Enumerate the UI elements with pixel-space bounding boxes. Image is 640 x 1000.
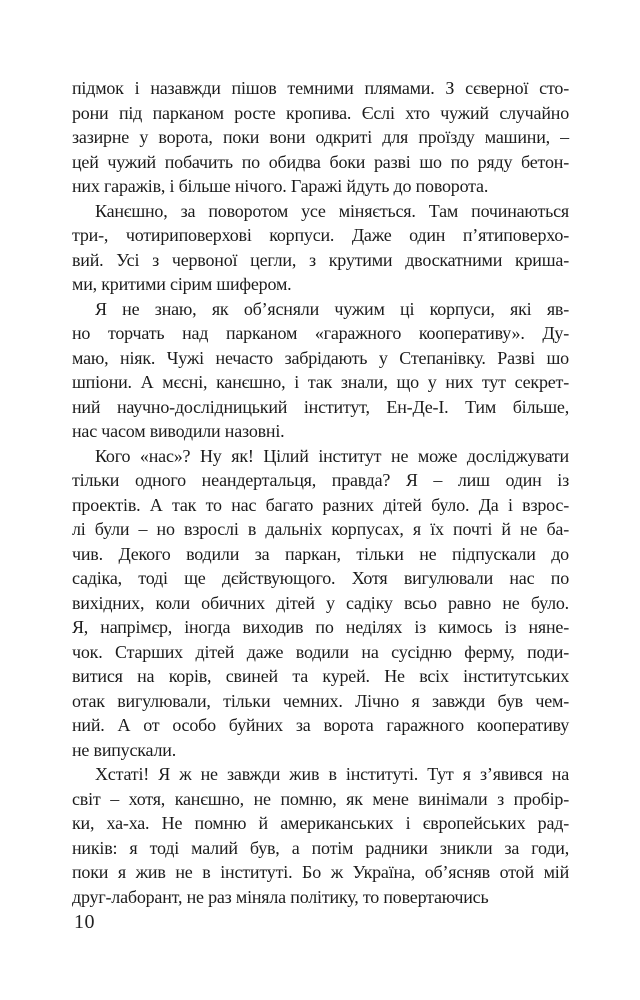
text-line: маю, ніяк. Чужі нечасто забрідають у Степанівку. Разві шо — [72, 347, 569, 368]
text-line: чив. Декого водили за паркан, тільки не підпускали до — [72, 543, 569, 564]
text-line: Я, напрімєр, іногда виходив по неділях із кимось із няне- — [72, 617, 569, 637]
text-line: цей чужий побачить по обидва боки разві шо по ряду бетон- — [72, 151, 569, 172]
text-line: три-, чотириповерхові корпуси. Даже один п’ятиповерхо- — [72, 225, 569, 245]
page-number: 10 — [74, 911, 95, 933]
text-line: поки я жив не в інституті. Бо ж Україна, об’ясняв отой мій — [72, 862, 569, 882]
text-line: друг-лаборант, не раз міняла політику, то повертаючись — [72, 886, 489, 907]
text-line: рони під парканом росте кропива. Єслі хто чужий случайно — [72, 102, 569, 123]
text-line: садіка, тоді ще дєйствующого. Хотя вигулювали нас по — [72, 568, 569, 588]
text-line: Я не знаю, як об’ясняли чужим ці корпуси, які яв- — [95, 298, 569, 319]
text-line: Канєшно, за поворотом усе міняється. Там починаються — [95, 200, 569, 221]
text-line: вий. Усі з червоної цегли, з крутими двоскатними криша- — [72, 249, 569, 270]
text-line: зазирне у ворота, поки вони одкриті для проїзду машини, – — [72, 127, 569, 147]
text-line: не випускали. — [72, 739, 177, 760]
text-line: нас часом виводили назовні. — [72, 421, 285, 441]
text-line: проектів. А так то нас багато разних дітей було. Да і взрос- — [72, 494, 569, 515]
text-line: шпіони. А мєсні, канєшно, і так знали, що у них тут секрет- — [72, 372, 569, 392]
text-line: них гаражів, і більше нічого. Гаражі йдуть до поворота. — [72, 176, 489, 196]
text-line: Кого «нас»? Ну як! Цілий інститут не може досліджувати — [95, 445, 569, 466]
page-text — [72, 76, 569, 909]
text-line: чок. Старших дітей даже водили на сусідню ферму, поди- — [72, 641, 569, 662]
paragraph — [72, 444, 569, 763]
text-line: ми, критими сірим шифером. — [72, 274, 292, 294]
text-line: ників: я тоді малий був, а потім радники зникли за годи, — [72, 837, 569, 858]
text-line: отак вигулювали, тільки чемних. Лічно я завжди був чем- — [72, 690, 569, 711]
text-line: ний. А от особо буйних за ворота гаражного кооперативу — [72, 715, 569, 735]
paragraph — [72, 297, 569, 444]
text-line: Хстаті! Я ж не завжди жив в інституті. Тут я з’явився на — [95, 764, 569, 784]
text-line: ний научно-дослідницький інститут, Ен-Де-І. Тим більше, — [72, 396, 569, 417]
text-line: світ – хотя, канєшно, не помню, як мене винімали з пробір- — [72, 788, 569, 809]
text-line: ки, ха-ха. Не помню й американських і європейських рад- — [72, 813, 569, 833]
text-line: но торчать над парканом «гаражного кооперативу». Ду- — [72, 323, 569, 343]
text-line: вихідних, коли обичних дітей у садіку всьо равно не було. — [72, 592, 569, 613]
text-line: тільки одного неандертальця, правда? Я – лиш один із — [72, 470, 569, 490]
paragraph — [72, 762, 569, 909]
paragraph — [72, 199, 569, 297]
paragraph — [72, 76, 569, 199]
text-line: лі були – но взрослі в дальніх корпусах, я їх почті й не ба- — [72, 519, 569, 539]
text-line: підмок і назавжди пішов темними плямами. З сєверної сто- — [72, 78, 569, 98]
text-line: витися на корів, свиней та курей. Не всіх інститутських — [72, 666, 569, 686]
